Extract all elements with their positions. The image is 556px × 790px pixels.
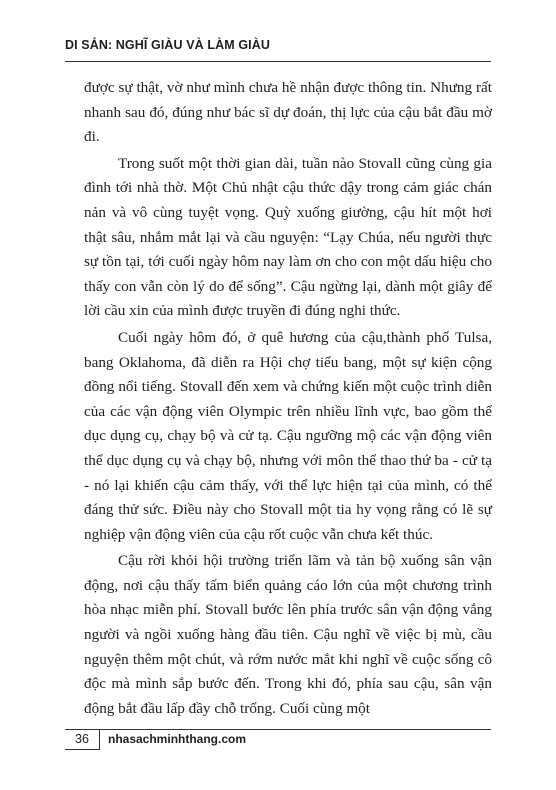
body-text [84, 76, 492, 721]
footer-divider [65, 729, 491, 730]
paragraph-3: Cuối ngày hôm đó, ở quê hương của cậu,thành phố Tulsa, bang Oklahoma, đã diễn ra Hội chợ tiểu bang, một sự kiện cộng đồng nổi tiếng. Stovall đến xem và chứng kiến một cuộc trình diễn của các vận động viên Olympic trên nhiều lĩnh vực, bao gồm thể dục dụng cụ, chạy bộ và cử tạ. Cậu ngưỡng mộ các vận động viên thể dục dụng cụ và chạy bộ, nhưng với môn thể thao thứ ba - cử tạ - nó lại khiến cậu cảm thấy, với thể lực hiện tại của mình, có thể đáng thử sức. Điều này cho Stovall một tia hy vọng rằng có lẽ sự nghiệp vận động viên của cậu rốt cuộc vẫn chưa kết thúc. [84, 328, 492, 543]
page-number: 36 [65, 730, 100, 750]
running-header: DI SẢN: NGHĨ GIÀU VÀ LÀM GIÀU [65, 38, 270, 52]
paragraph-4: Cậu rời khỏi hội trường triển lãm và tản bộ xuống sân vận động, nơi cậu thấy tấm biển quảng cáo lớn của một chương trình hòa nhạc miễn phí. Stovall bước lên phía trước sân vận động vắng người và ngồi xuống hàng đầu tiên. Cậu nghĩ về việc bị mù, cầu nguyện thêm một chút, và rớm nước mắt khi nghĩ về cuộc sống cô độc mà mình sắp bước đến. Trong khi đó, phía sau cậu, sân vận động bắt đầu lấp đầy chỗ trống. Cuối cùng một [84, 552, 492, 717]
publisher-website: nhasachminhthang.com [108, 732, 247, 746]
header-divider [65, 61, 491, 62]
paragraph-1: được sự thật, vờ như mình chưa hề nhận được thông tin. Nhưng rất nhanh sau đó, đúng như bác sĩ dự đoán, thị lực của cậu bắt đầu mờ đi. [84, 79, 492, 146]
paragraph-2: Trong suốt một thời gian dài, tuần nào Stovall cũng cùng gia đình tới nhà thờ. Một Chủ nhật cậu thức dậy trong cảm giác chán nản và vô cùng tuyệt vọng. Quỳ xuống giường, cậu hít một hơi thật sâu, nhắm mắt lại và cầu nguyện: “Lạy Chúa, nếu người thực sự tồn tại, tới cuối ngày hôm nay làm ơn cho con một dấu hiệu cho thấy con vẫn còn lý do để sống”. Cậu ngừng lại, dành một giây để lời cầu xin của mình được truyền đi đúng nghi thức. [84, 154, 492, 320]
